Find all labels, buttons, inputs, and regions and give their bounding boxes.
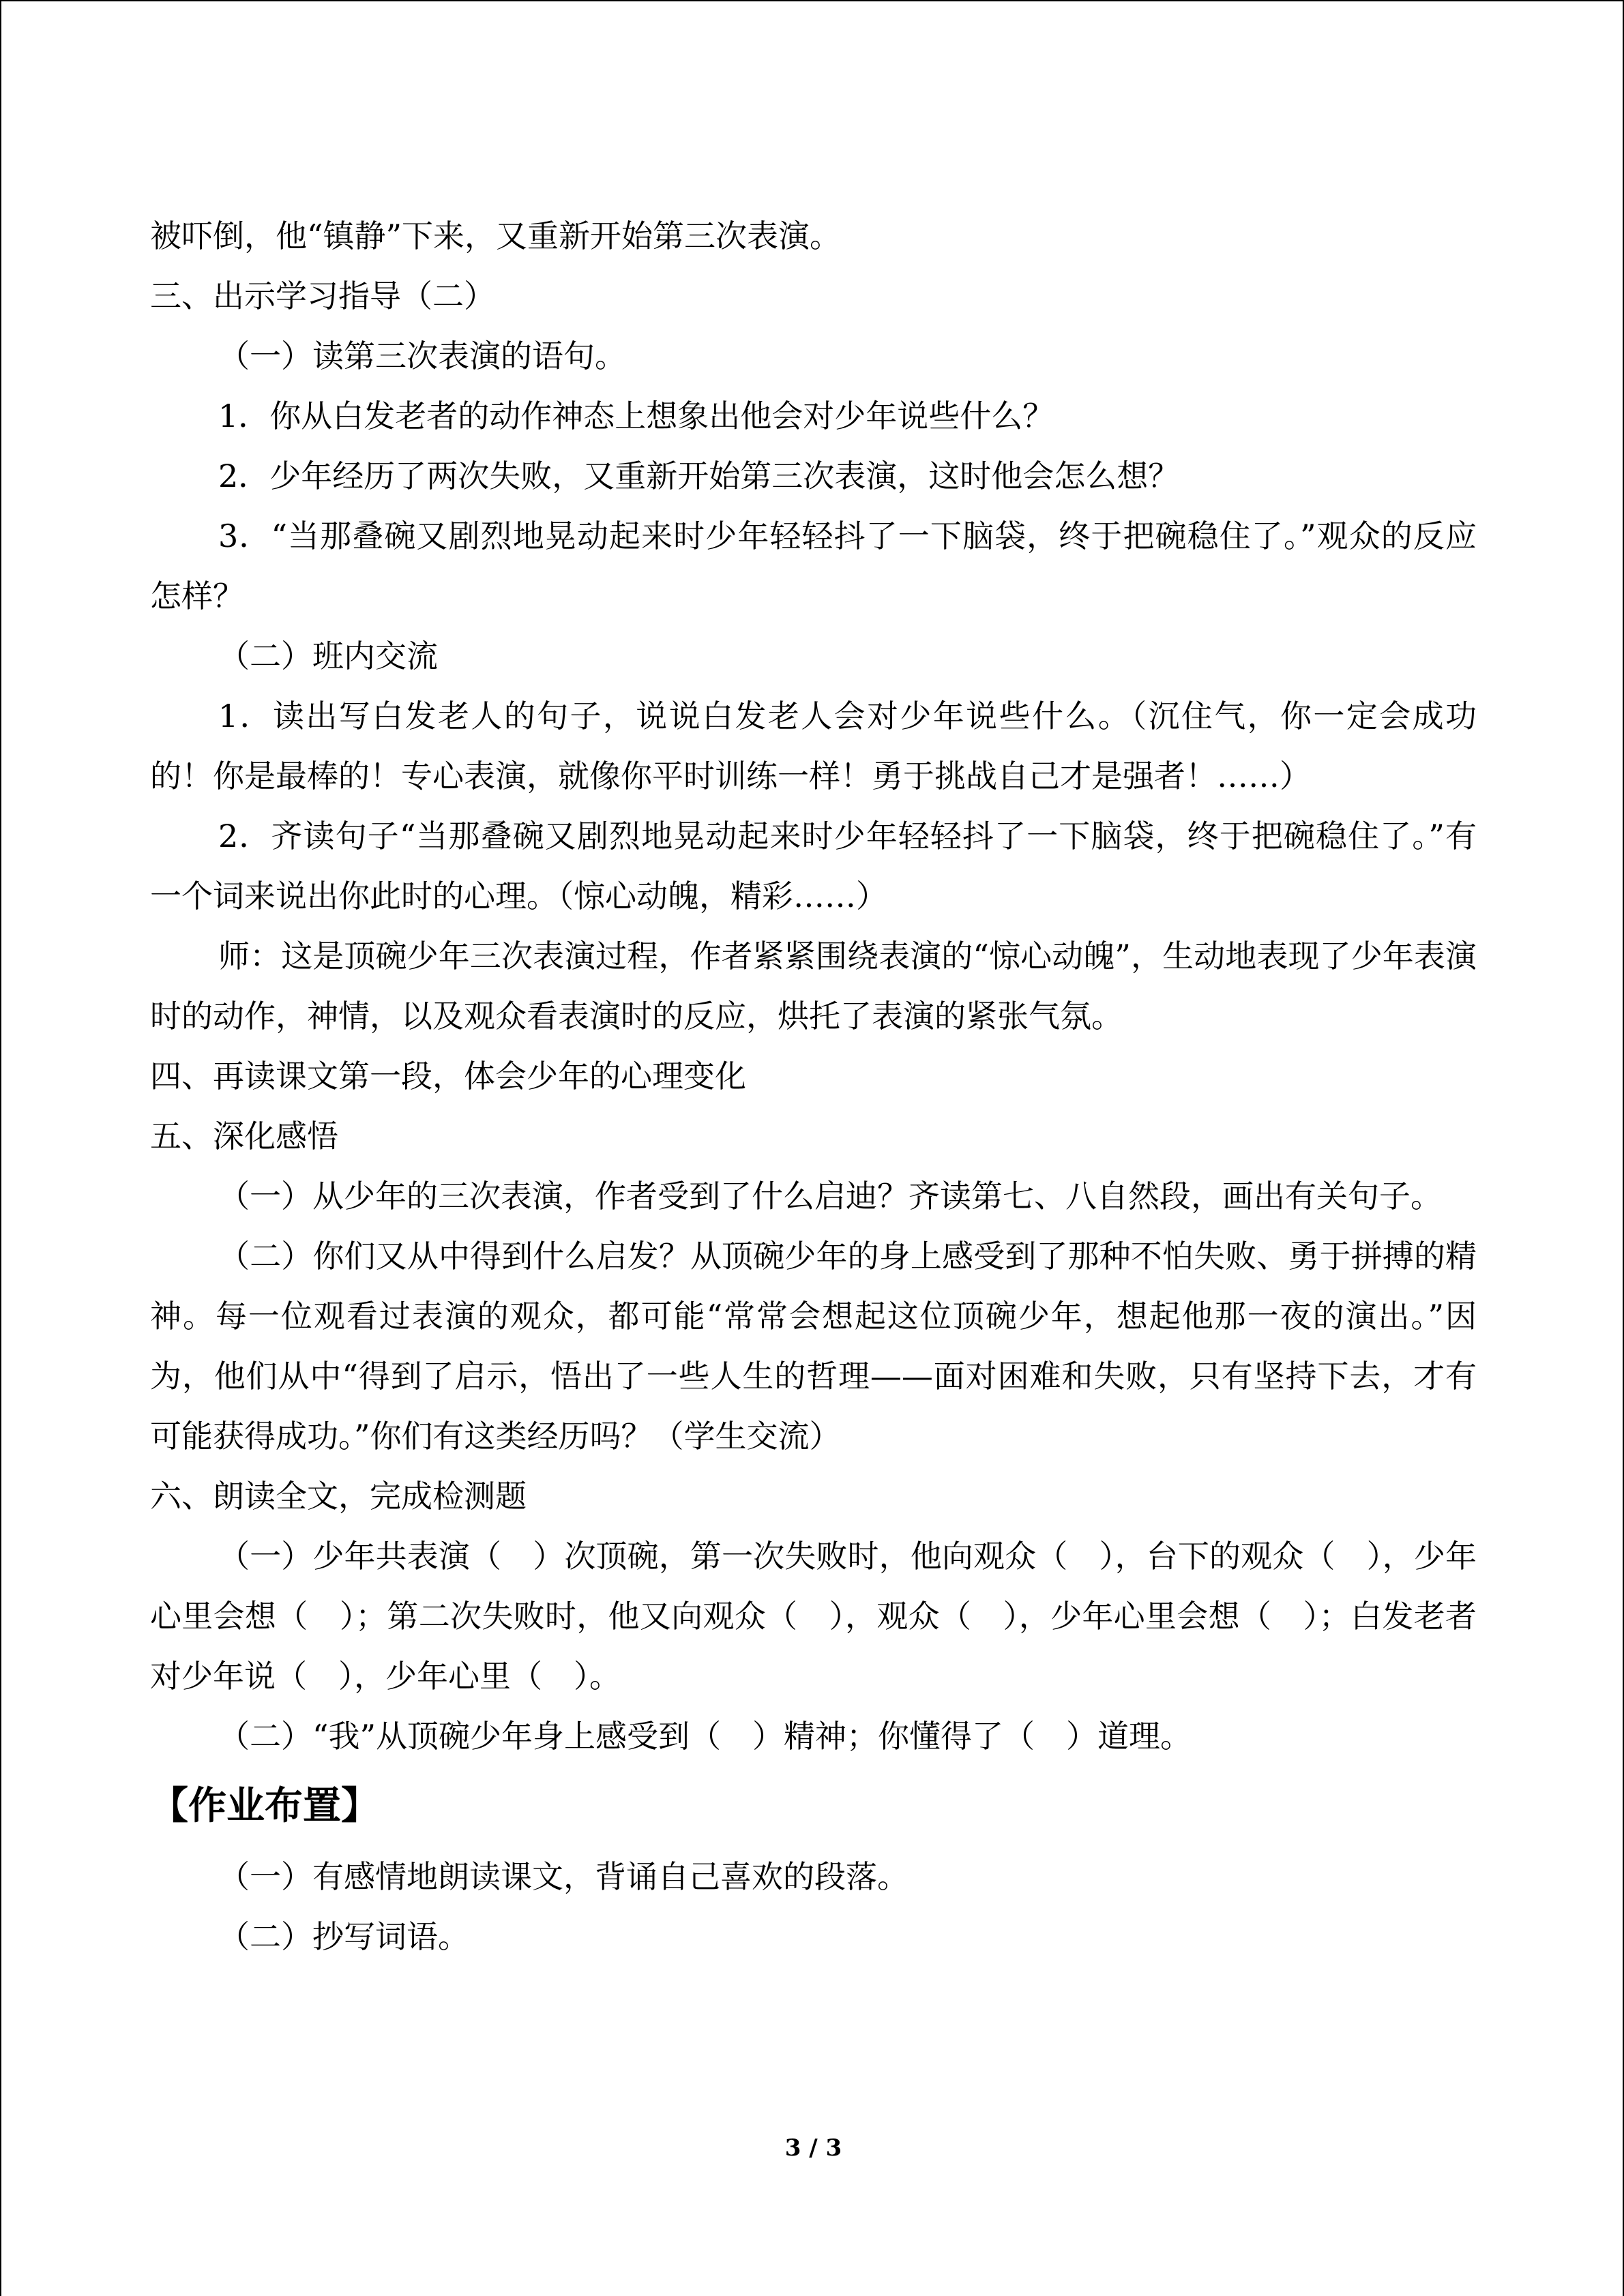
homework-item: （二）抄写词语。 bbox=[218, 1918, 469, 1955]
section-heading-3: 三、出示学习指导（二） bbox=[150, 278, 495, 314]
page-number: 3 / 3 bbox=[784, 2134, 842, 2162]
section-heading-4: 四、再读课文第一段，体会少年的心理变化 bbox=[150, 1058, 746, 1094]
text-paragraph: （一）读第三次表演的语句。 bbox=[218, 338, 626, 374]
homework-heading: 【作业布置】 bbox=[150, 1784, 379, 1828]
exercise-item: （二）“我”从顶碗少年身上感受到（ ）精神；你懂得了（ ）道理。 bbox=[218, 1718, 1192, 1755]
teacher-note: 师：这是顶碗少年三次表演过程，作者紧紧围绕表演的“惊心动魄”，生动地表现了少年表演时的动作，神情，以及观众看表演时的反应，烘托了表演的紧张气氛。 bbox=[150, 938, 1477, 1034]
document-body bbox=[150, 206, 1477, 1967]
exercise-item: （一）少年共表演（ ）次顶碗，第一次失败时，他向观众（ ），台下的观众（ ），少年心里会想（ ）；第二次失败时，他又向观众（ ），观众（ ），少年心里会想（ ）；白发老者对少年说（ ），少年心里（ ）。 bbox=[150, 1538, 1477, 1695]
list-item: 2．齐读句子“当那叠碗又剧烈地晃动起来时少年轻轻抖了一下脑袋，终于把碗稳住了。”有一个词来说出你此时的心理。（惊心动魄，精彩……） bbox=[150, 818, 1477, 914]
section-heading-5: 五、深化感悟 bbox=[150, 1118, 338, 1154]
homework-item: （一）有感情地朗读课文，背诵自己喜欢的段落。 bbox=[218, 1858, 909, 1895]
list-item: 1．读出写白发老人的句子，说说白发老人会对少年说些什么。（沉住气，你一定会成功的！你是最棒的！专心表演，就像你平时训练一样！勇于挑战自己才是强者！……） bbox=[150, 698, 1477, 794]
text-paragraph: （二）你们又从中得到什么启发？从顶碗少年的身上感受到了那种不怕失败、勇于拼搏的精神。每一位观看过表演的观众，都可能“常常会想起这位顶碗少年，想起他那一夜的演出。”因为，他们从中“得到了启示，悟出了一些人生的哲理——面对困难和失败，只有坚持下去，才有可能获得成功。”你们有这类经历吗？（学生交流） bbox=[150, 1238, 1477, 1455]
section-heading-6: 六、朗读全文，完成检测题 bbox=[150, 1478, 527, 1515]
text-paragraph: （二）班内交流 bbox=[218, 638, 438, 674]
list-item: 2．少年经历了两次失败，又重新开始第三次表演，这时他会怎么想？ bbox=[218, 458, 1180, 494]
list-item: 3．“当那叠碗又剧烈地晃动起来时少年轻轻抖了一下脑袋，终于把碗稳住了。”观众的反应怎样？ bbox=[150, 518, 1477, 614]
list-item: 1．你从白发老者的动作神态上想象出他会对少年说些什么？ bbox=[218, 398, 1054, 434]
text-paragraph: 被吓倒，他“镇静”下来，又重新开始第三次表演。 bbox=[150, 218, 842, 254]
text-paragraph: （一）从少年的三次表演，作者受到了什么启迪？齐读第七、八自然段，画出有关句子。 bbox=[218, 1178, 1442, 1214]
